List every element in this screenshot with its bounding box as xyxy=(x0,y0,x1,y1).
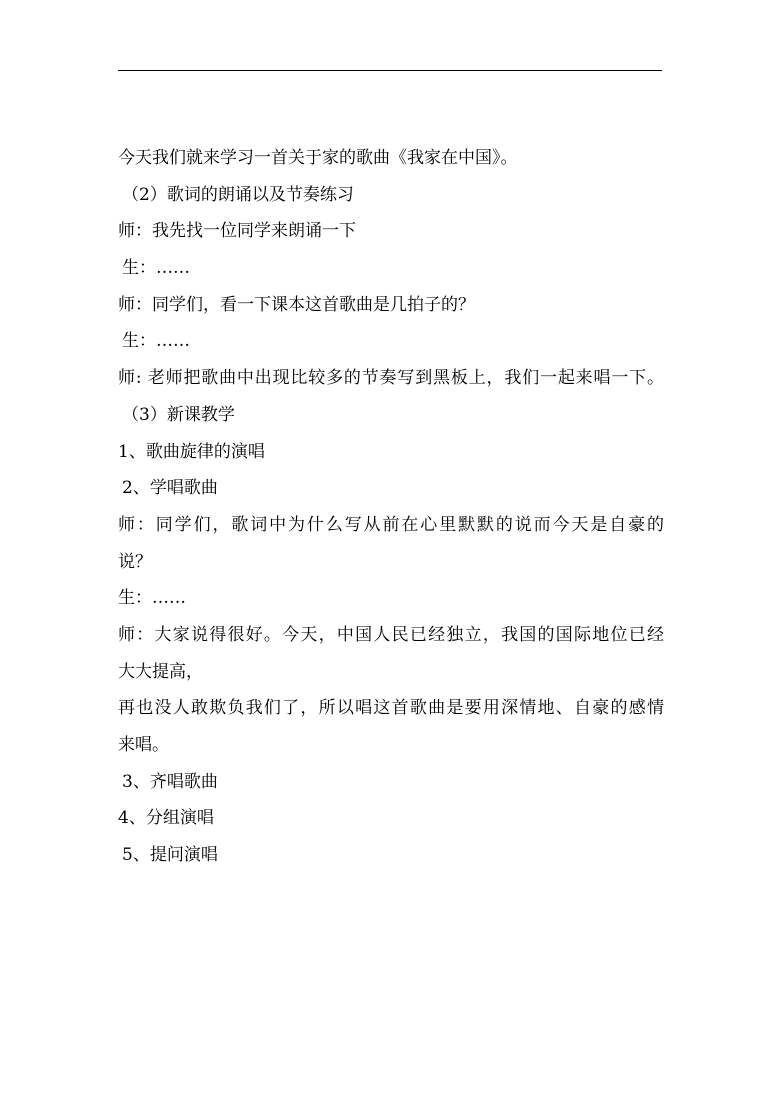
teacher-line-4-cont: 说？ xyxy=(118,551,152,572)
document-body xyxy=(118,140,666,874)
section-heading-3: （3）新课教学 xyxy=(122,404,235,425)
teacher-line-4: 师：同学们，歌词中为什么写从前在心里默默的说而今天是自豪的 xyxy=(118,514,664,535)
student-line-1: 生：…… xyxy=(122,258,190,279)
student-line-2: 生：…… xyxy=(122,331,190,352)
list-item-1: 1、歌曲旋律的演唱 xyxy=(118,441,265,462)
teacher-line-3: 师: 老师把歌曲中出现比较多的节奏写到黑板上，我们一起来唱一下。 xyxy=(118,368,664,389)
paragraph-line-6: 再也没人敢欺负我们了，所以唱这首歌曲是要用深情地、自豪的感情 xyxy=(118,698,664,719)
teacher-line-5: 师：大家说得很好。今天，中国人民已经独立，我国的国际地位已经 xyxy=(118,624,664,645)
teacher-line-1: 师：我先找一位同学来朗诵一下 xyxy=(118,221,356,242)
list-item-3: 3、齐唱歌曲 xyxy=(122,771,218,792)
paragraph-intro: 今天我们就来学习一首关于家的歌曲《我家在中国》。 xyxy=(118,148,518,168)
teacher-line-5-cont: 大大提高， xyxy=(118,661,203,682)
header-rule xyxy=(118,70,662,71)
list-item-2: 2、学唱歌曲 xyxy=(122,478,218,499)
student-line-3: 生：…… xyxy=(118,588,186,609)
teacher-line-2: 师：同学们，看一下课本这首歌曲是几拍子的？ xyxy=(118,294,475,315)
paragraph-line-6-cont: 来唱。 xyxy=(118,735,169,755)
list-item-5: 5、提问演唱 xyxy=(122,845,218,866)
list-item-4: 4、分组演唱 xyxy=(118,808,214,829)
section-heading-2: （2）歌词的朗诵以及节奏练习 xyxy=(122,184,354,205)
